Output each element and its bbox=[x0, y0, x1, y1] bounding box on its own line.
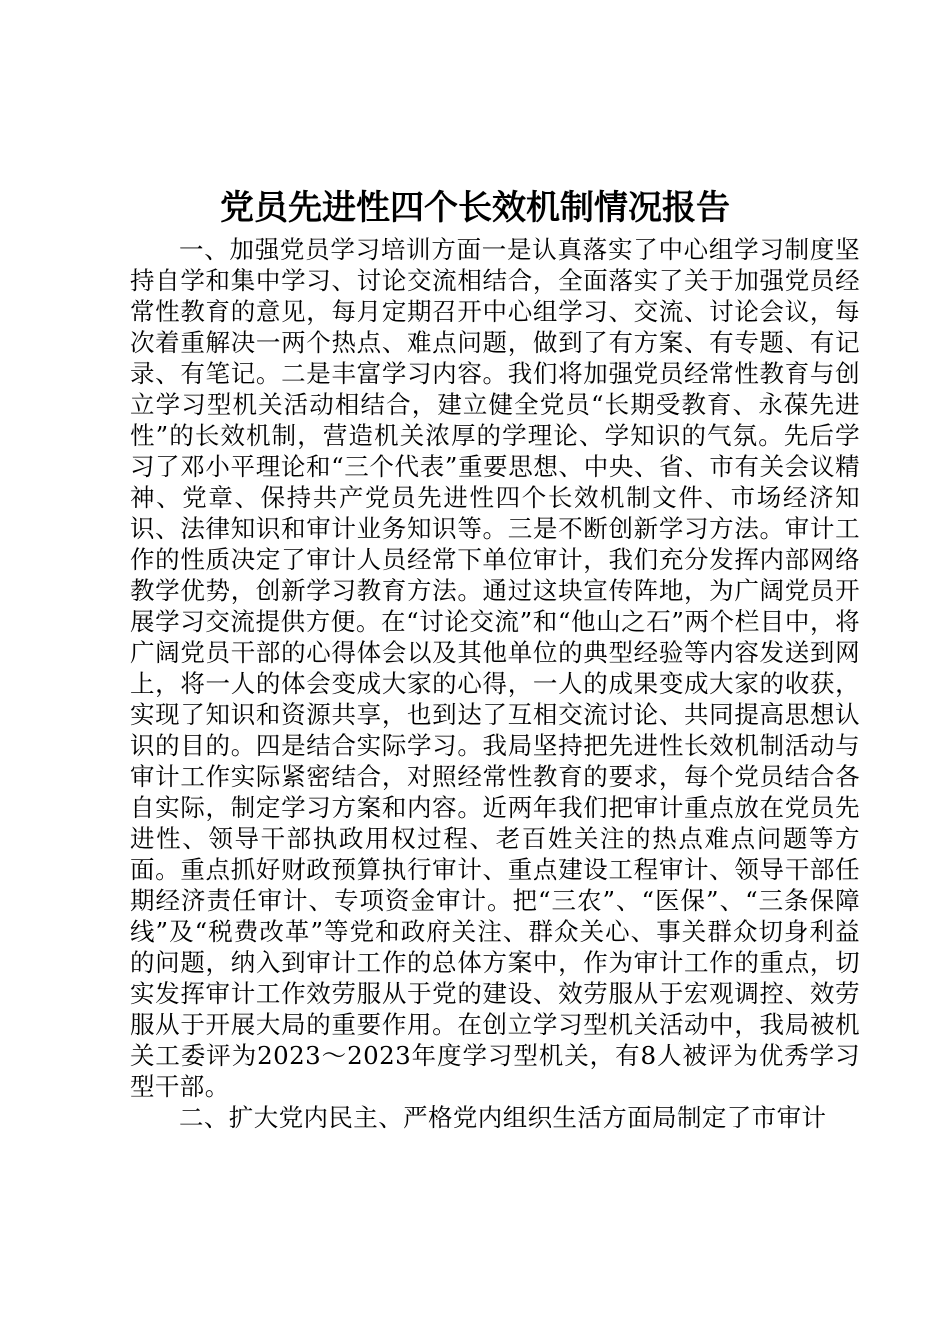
document-title: 党员先进性四个长效机制情况报告 bbox=[220, 188, 730, 228]
paragraph-2: 二、扩大党内民主、严格党内组织生活方面局制定了市审计 bbox=[179, 1103, 827, 1132]
paragraph-1: 一、加强党员学习培训方面一是认真落实了中心组学习制度坚持自学和集中学习、讨论交流相结合，全面落实了关于加强党员经常性教育的意见，每月定期召开中心组学习、交流、讨论会议，每次着重解决一两个热点、难点问题，做到了有方案、有专题、有记录、有笔记。二是丰富学习内容。我们将加强党员经常性教育与创立学习型机关活动相结合，建立健全党员“长期受教育、永葆先进性”的长效机制，营造机关浓厚的学理论、学知识的气氛。先后学习了邓小平理论和“三个代表”重要思想、中央、省、市有关会议精神、党章、保持共产党员先进性四个长效机制文件、市场经济知识、法律知识和审计业务知识等。三是不断创新学习方法。审计工作的性质决定了审计人员经常下单位审计，我们充分发挥内部网络教学优势，创新学习教育方法。通过这块宣传阵地，为广阔党员开展学习交流提供方便。在“讨论交流”和“他山之石”两个栏目中，将广阔党员干部的心得体会以及其他单位的典型经验等内容发送到网上，将一人的体会变成大家的心得，一人的成果变成大家的收获，实现了知识和资源共享，也到达了互相交流讨论、共同提高思想认识的目的。四是结合实际学习。我局坚持把先进性长效机制活动与审计工作实际紧密结合，对照经常性教育的要求，每个党员结合各自实际，制定学习方案和内容。近两年我们把审计重点放在党员先进性、领导干部执政用权过程、老百姓关注的热点难点问题等方面。重点抓好财政预算执行审计、重点建设工程审计、领导干部任期经济责任审计、专项资金审计。把“三农”、“医保”、“三条保障线”及“税费改革”等党和政府关注、群众关心、事关群众切身利益的问题，纳入到审计工作的总体方案中，作为审计工作的重点，切实发挥审计工作效劳服从于党的建设、效劳服从于宏观调控、效劳服从于开展大局的重要作用。在创立学习型机关活动中，我局被机关工委评为2023～2023年度学习型机关，有8人被评为优秀学习型干部。 bbox=[130, 235, 860, 1101]
document-body bbox=[130, 234, 860, 1133]
